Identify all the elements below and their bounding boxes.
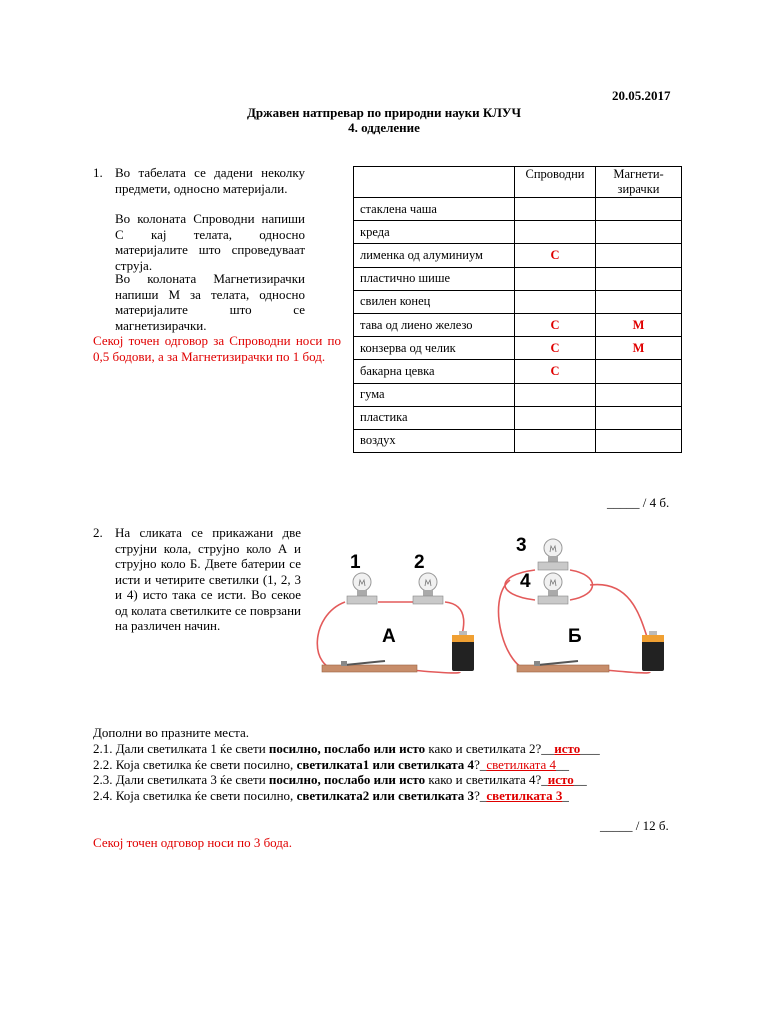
blank-start: _ xyxy=(479,756,487,772)
page-subtitle: 4. одделение xyxy=(348,120,420,135)
magnetic-cell xyxy=(596,221,682,244)
blank-start: _ xyxy=(541,772,548,787)
question-1-scoring-note: Секој точен одговор за Спроводни носи по 0,5 бодови, а за Магнетизирачки по 1 бод. xyxy=(93,333,341,364)
magnetic-cell xyxy=(596,429,682,452)
answer-table xyxy=(353,166,682,453)
magnetic-cell xyxy=(596,290,682,313)
question-2-number: 2. xyxy=(93,525,103,540)
question-1-paragraph-2: Во колоната Спроводни напиши С кај телата, односно материјалите што спроведуваат струја. xyxy=(115,211,305,273)
line-options: светилката1 или светилката 4 xyxy=(296,756,475,772)
circuit-b xyxy=(499,535,664,673)
line-text-end: како и светилката 2? xyxy=(425,741,542,756)
fill-in-lines xyxy=(93,741,693,803)
page-title: Државен натпревар по природни науки КЛУЧ xyxy=(246,105,522,120)
answer: исто xyxy=(554,741,581,756)
table-row xyxy=(354,406,682,429)
bulb-1-icon xyxy=(347,573,377,604)
item-name: пластика xyxy=(354,406,515,429)
magnetic-cell xyxy=(596,383,682,406)
item-name: воздух xyxy=(354,429,515,452)
switch-pin-a xyxy=(341,661,347,666)
switch-pin-b xyxy=(534,661,540,666)
line-text-end: ? xyxy=(474,756,480,772)
conductive-cell xyxy=(515,221,596,244)
circuit-a xyxy=(317,552,474,673)
line-text: 2.2. Која светилка ќе свети посилно, xyxy=(93,756,297,772)
blank-end: ___ xyxy=(580,741,600,756)
item-name: бакарна цевка xyxy=(354,360,515,383)
table-row xyxy=(354,337,682,360)
magnetic-cell xyxy=(596,267,682,290)
question-2-text: На сликата се прикажани две струјни кола, струјно коло А и струјно коло Б. Двете батерии се исти и четирите светилки (1, 2, 3 и 4) исто така се исти. Во секое од колата светилките се поврзани на различен начин. xyxy=(115,525,301,633)
item-name: лименка од алуминиум xyxy=(354,244,515,267)
magnetic-cell xyxy=(596,406,682,429)
item-name: конзерва од челик xyxy=(354,337,515,360)
table-row xyxy=(354,383,682,406)
item-name: пластично шише xyxy=(354,267,515,290)
bulb-2-label: 2 xyxy=(414,552,425,573)
answer: исто xyxy=(547,772,574,787)
conductive-cell xyxy=(515,290,596,313)
table-header-row xyxy=(354,167,682,198)
battery-b-top xyxy=(642,635,664,642)
conductive-cell: С xyxy=(515,313,596,336)
conductive-cell: С xyxy=(515,360,596,383)
table-header-magnetic xyxy=(596,167,682,198)
fill-instruction: Дополни во празните места. xyxy=(93,725,250,740)
date: 20.05.2017 xyxy=(612,88,671,103)
switch-lever-b xyxy=(538,661,578,665)
question-2-score: _____ / 12 б. xyxy=(600,818,669,833)
table-row xyxy=(354,360,682,383)
line-options: светилката2 или светилката 3 xyxy=(296,787,475,803)
bulb-4-label: 4 xyxy=(520,571,531,592)
blank-end: __ xyxy=(573,772,587,787)
blank-end: __ xyxy=(555,756,569,772)
circuits-illustration xyxy=(310,520,700,690)
line-options: посилно, послабо или исто xyxy=(268,772,426,787)
circuit-a-label: А xyxy=(382,626,396,647)
table-row xyxy=(354,313,682,336)
question-1-score: _____ / 4 б. xyxy=(607,495,670,510)
bulb-4-icon xyxy=(538,573,568,604)
bulb-2-icon xyxy=(413,573,443,604)
line-text: 2.4. Која светилка ќе свети посилно, xyxy=(93,787,297,803)
blank-start: __ xyxy=(541,741,555,756)
conductive-cell xyxy=(515,198,596,221)
item-name: гума xyxy=(354,383,515,406)
bulb-1-label: 1 xyxy=(350,552,361,573)
blank-end: _ xyxy=(562,787,569,803)
table-row xyxy=(354,290,682,313)
table-header-conductive: Спроводни xyxy=(515,167,596,198)
item-name: стаклена чаша xyxy=(354,198,515,221)
table-row xyxy=(354,267,682,290)
fill-in-line xyxy=(93,757,693,773)
bulb-3-icon xyxy=(538,539,568,570)
item-name: свилен конец xyxy=(354,290,515,313)
conductive-cell: С xyxy=(515,244,596,267)
switch-base-b xyxy=(517,665,609,672)
table-row xyxy=(354,429,682,452)
item-name: креда xyxy=(354,221,515,244)
answer: светилката 3 xyxy=(486,787,563,803)
line-options: посилно, послабо или исто xyxy=(268,741,426,756)
switch-lever-a xyxy=(345,661,385,665)
fill-in-line xyxy=(93,788,693,804)
conductive-cell xyxy=(515,406,596,429)
table-row xyxy=(354,198,682,221)
question-1-number: 1. xyxy=(93,165,103,180)
line-text: 2.3. Дали светилката 3 ќе свети xyxy=(93,772,269,787)
question-1-paragraph-1: Во табелата се дадени неколку предмети, односно материјали. xyxy=(115,165,305,196)
battery-a-top xyxy=(452,635,474,642)
bulb-3-label: 3 xyxy=(516,535,527,556)
conductive-cell xyxy=(515,429,596,452)
magnetic-cell xyxy=(596,198,682,221)
battery-b-terminal xyxy=(649,631,657,635)
fill-in-line xyxy=(93,772,693,788)
conductive-cell xyxy=(515,267,596,290)
conductive-cell xyxy=(515,383,596,406)
table-header-magnetic-text: Магнети- зирачки xyxy=(613,167,664,196)
question-1-paragraph-3: Во колоната Магнетизирачки напиши М за телата, односно материјалите што се магнетизирачки. xyxy=(115,271,305,333)
line-text: 2.1. Дали светилката 1 ќе свети xyxy=(93,741,269,756)
battery-a-terminal xyxy=(459,631,467,635)
blank-start: _ xyxy=(479,787,487,803)
magnetic-cell: М xyxy=(596,337,682,360)
line-text-end: како и светилката 4? xyxy=(425,772,542,787)
table-row xyxy=(354,221,682,244)
fill-in-line xyxy=(93,741,693,757)
item-name: тава од лиено железо xyxy=(354,313,515,336)
magnetic-cell xyxy=(596,244,682,267)
question-2-scoring-note: Секој точен одговор носи по 3 бода. xyxy=(93,835,292,850)
answer: светилката 4 xyxy=(486,756,556,772)
circuit-b-label: Б xyxy=(568,626,582,647)
line-text-end: ? xyxy=(474,787,480,803)
conductive-cell: С xyxy=(515,337,596,360)
magnetic-cell xyxy=(596,360,682,383)
table-row xyxy=(354,244,682,267)
magnetic-cell: М xyxy=(596,313,682,336)
switch-base-a xyxy=(322,665,417,672)
table-header-empty xyxy=(354,167,515,198)
